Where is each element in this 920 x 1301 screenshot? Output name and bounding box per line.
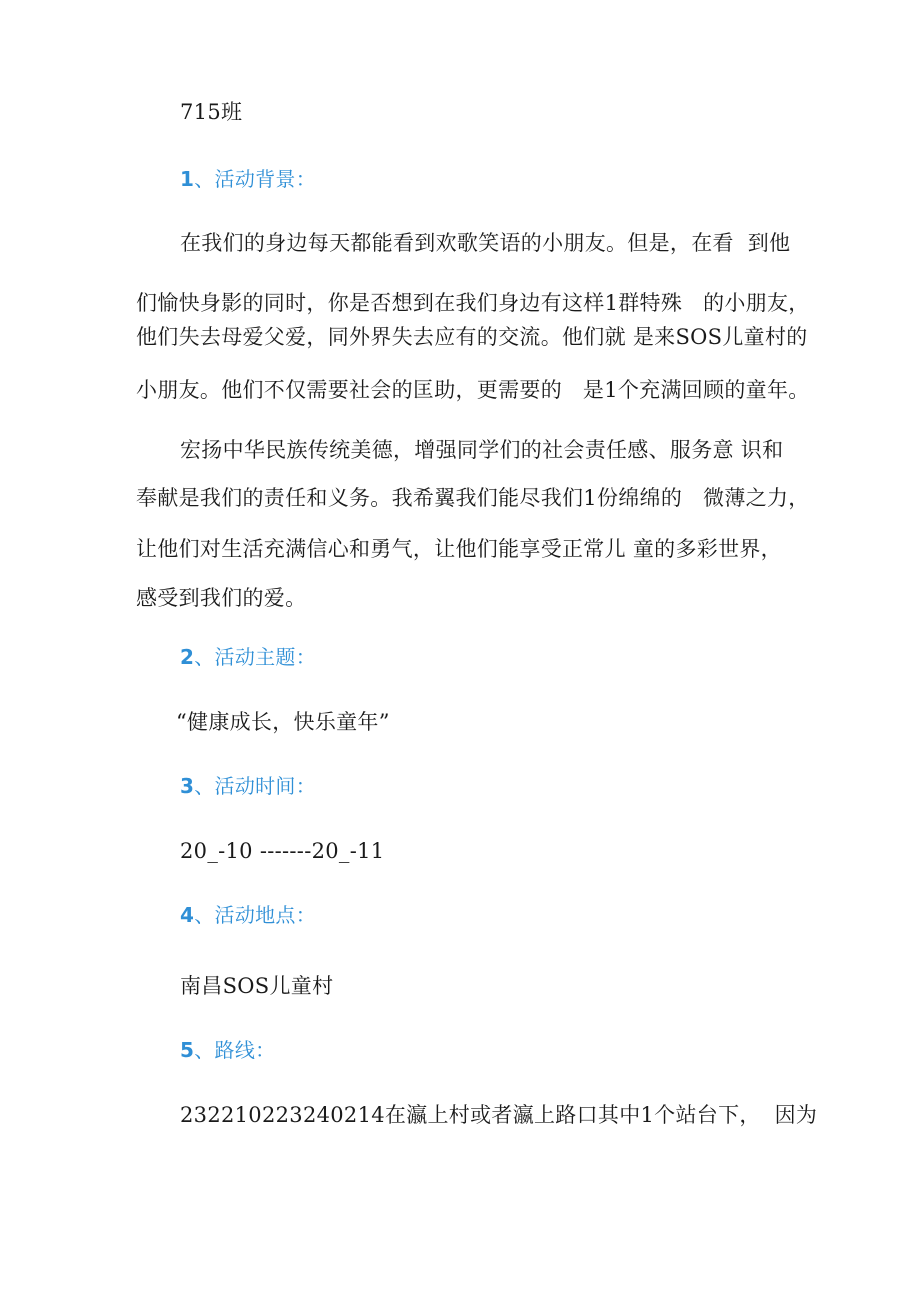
section-title: 、活动背景： [194,167,317,191]
section-heading-location [180,901,316,929]
time-text: 20_-10 -------20_-11 [180,839,385,863]
background-p1-line-1: 在我们的身边每天都能看到欢歌笑语的小朋友。但是，在看 到他 [180,231,791,255]
class-label: 715班 [180,100,243,124]
section-title: 、路线： [194,1038,276,1062]
background-p2-line-2: 奉献是我们的责任和义务。我希翼我们能尽我们1份绵绵的 微薄之力， [136,486,810,510]
section-heading-time [180,772,316,800]
background-p2-line-4: 感受到我们的爱。 [136,586,307,610]
background-p2-line-3: 让他们对生活充满信心和勇气，让他们能享受正常儿 童的多彩世界， [136,537,782,561]
section-number: 4 [180,903,195,927]
theme-text: “健康成长，快乐童年” [176,710,390,734]
section-number: 3 [180,774,195,798]
section-title: 、活动时间： [194,774,317,798]
background-p1-line-3: 他们失去母爱父爱，同外界失去应有的交流。他们就 是来SOS儿童村的 [136,325,808,349]
location-text: 南昌SOS儿童村 [180,974,334,998]
section-heading-background [180,165,316,193]
route-text: 232210223240214在瀛上村或者瀛上路口其中1个站台下， 因为 [180,1103,818,1127]
background-p1-line-2: 们愉快身影的同时，你是否想到在我们身边有这样1群特殊 的小朋友， [136,291,810,315]
section-number: 2 [180,645,195,669]
section-heading-route [180,1036,275,1064]
section-title: 、活动地点： [194,903,317,927]
section-number: 5 [180,1038,195,1062]
section-number: 1 [180,167,195,191]
background-p2-line-1: 宏扬中华民族传统美德，增强同学们的社会责任感、服务意 识和 [180,438,784,462]
section-title: 、活动主题： [194,645,317,669]
background-p1-line-4: 小朋友。他们不仅需要社会的匡助，更需要的 是1个充满回顾的童年。 [136,378,810,402]
section-heading-theme [180,643,316,671]
